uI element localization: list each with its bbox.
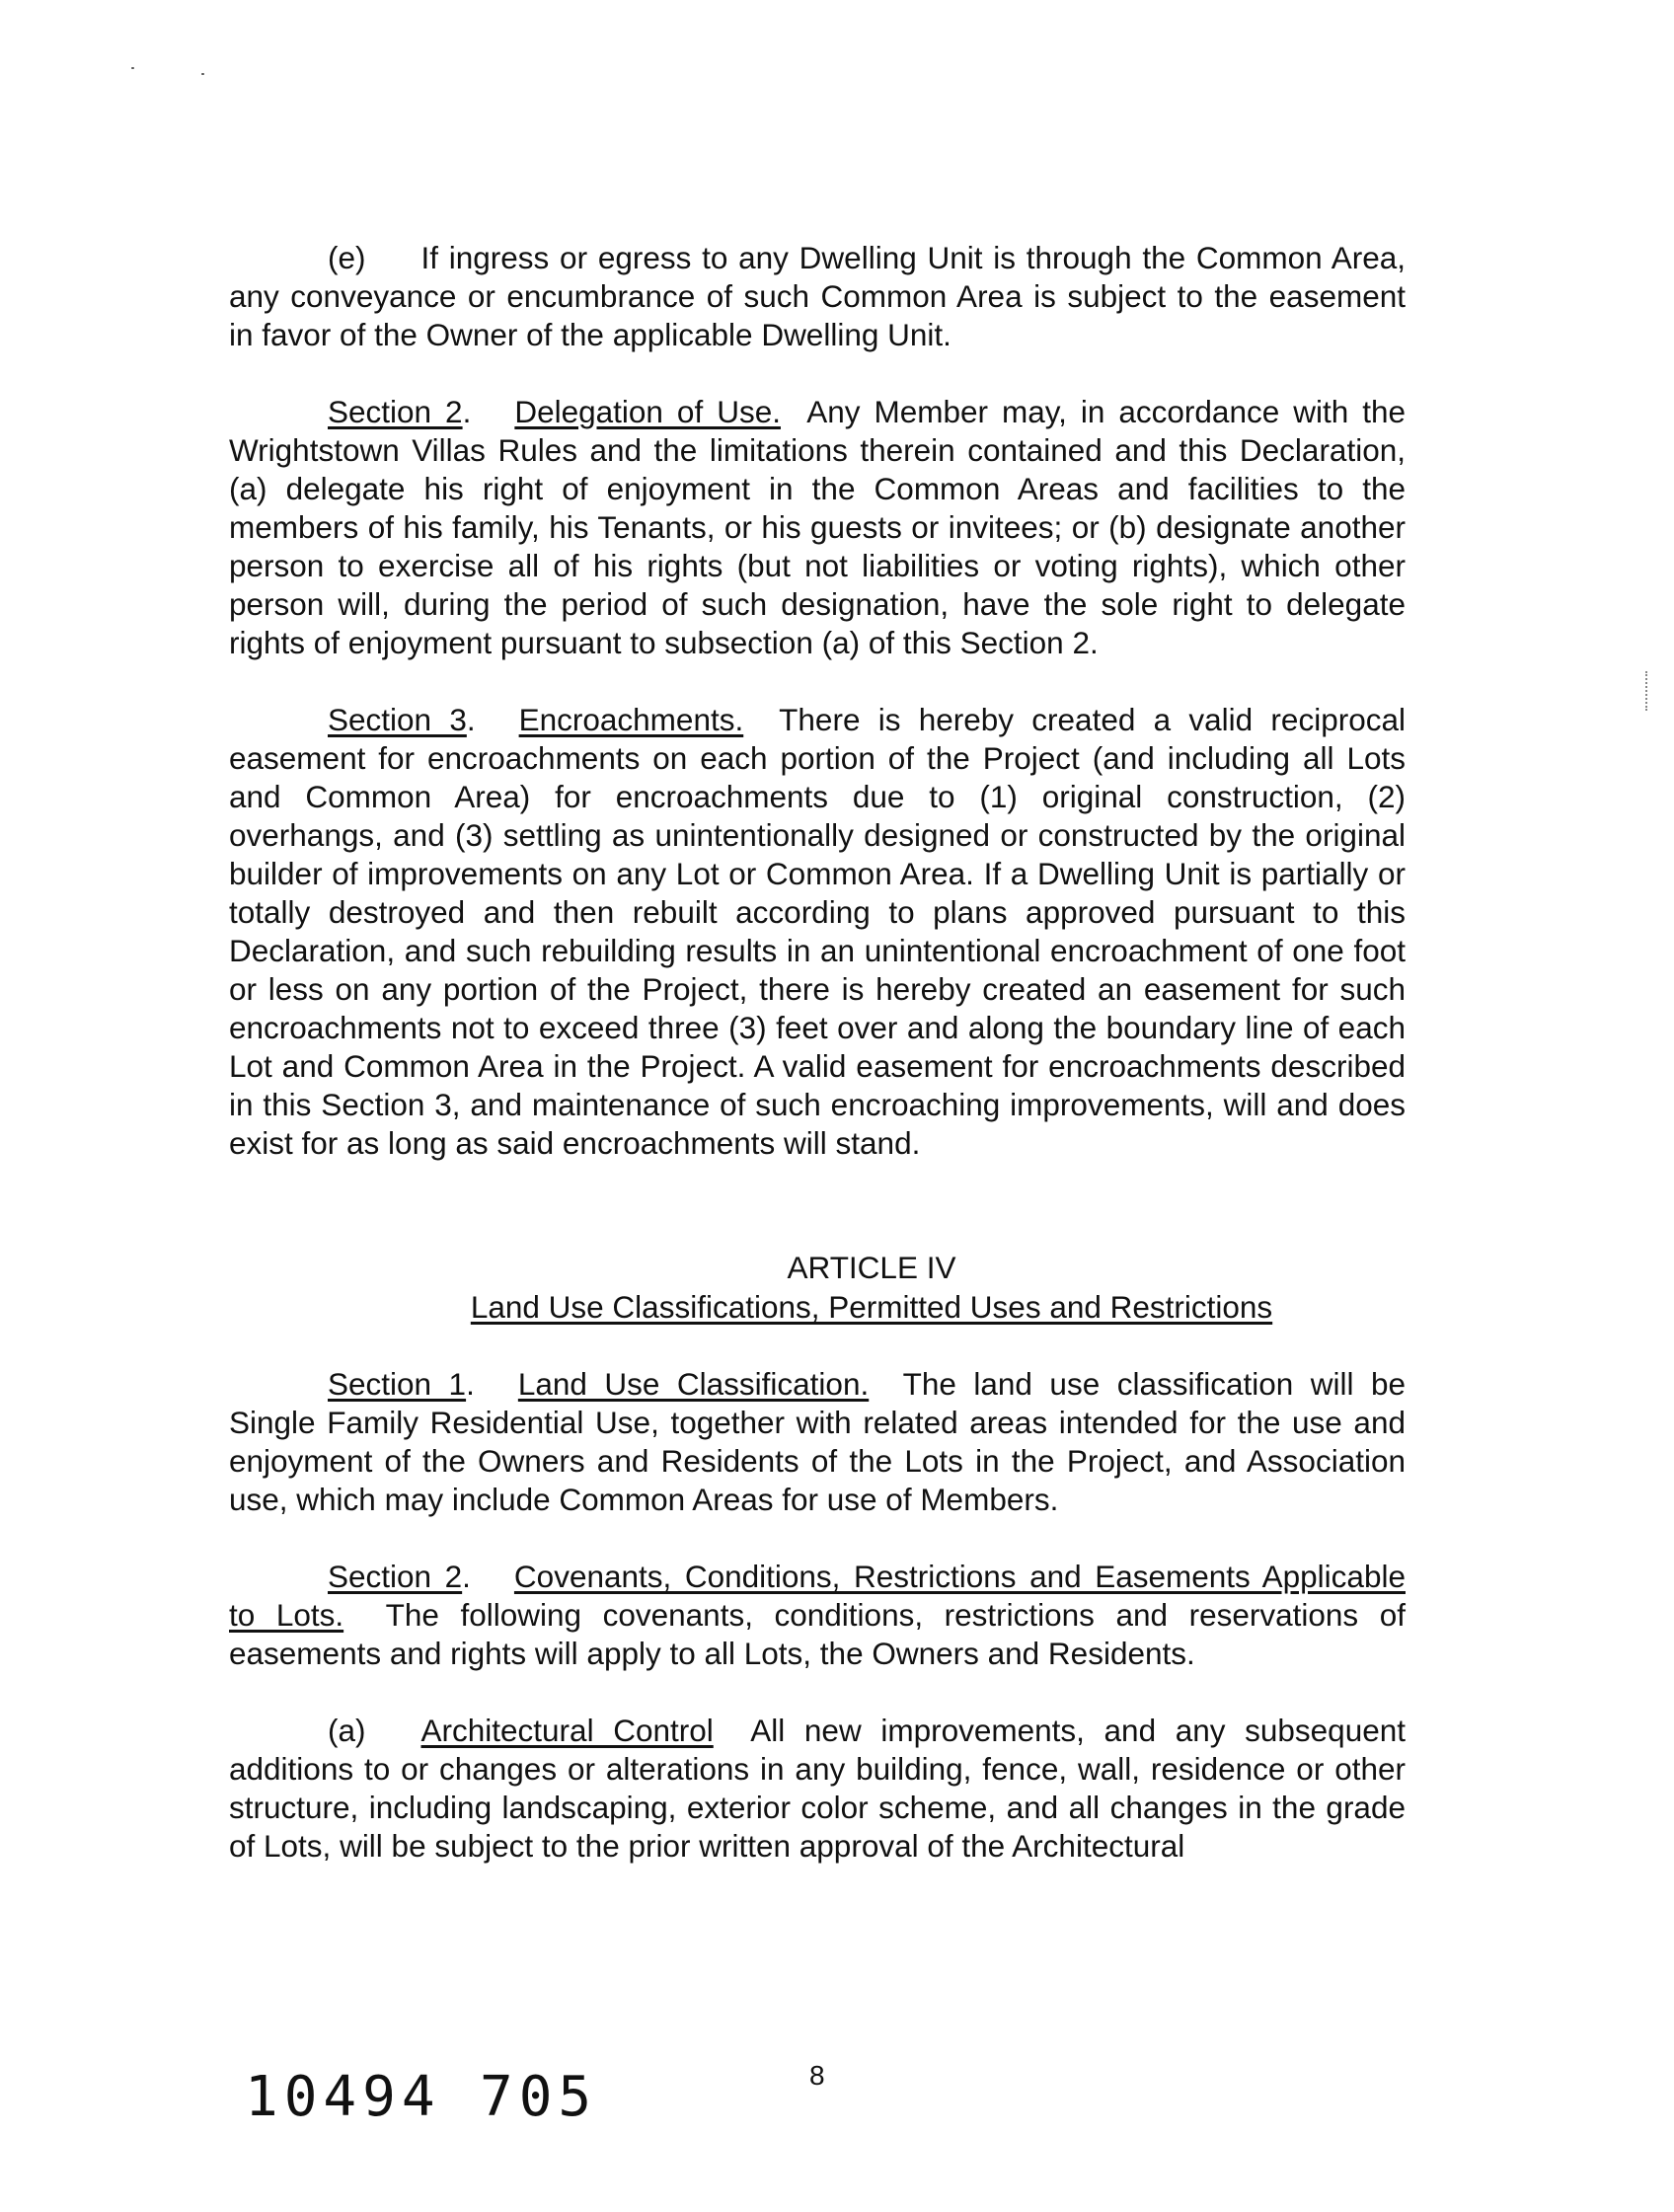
section-title: Covenants, Conditions, Restrictions and Easements Applicable to Lots. [229, 1559, 1406, 1633]
paragraph-a-text: All new improvements, and any subsequent additions to or changes or alterations in any building, fence, wall, residence or other structure, including landscaping, exterior color scheme, and all changes in the grade of Lots, will be subject to the prior written approval of the Architectural [229, 1713, 1407, 1864]
scan-speck [131, 67, 134, 69]
section-text: The land use classification will be Single Family Residential Use, together with related areas intended for the use and enjoyment of the Owners and Residents of the Lots in the Project, and Association use, which may include Common Areas for use of Members. [229, 1366, 1407, 1517]
paragraph-a-title: Architectural Control [420, 1713, 714, 1748]
page-number: 8 [809, 2060, 825, 2091]
section-text: There is hereby created a valid reciprocal easement for encroachments on each portion of the Project (and including all Lots and Common Area) for encroachments due to (1) original construction, (2) overhangs, and (3) settling as unintentionally designed or constructed by the original builder of improvements on any Lot or Common Area. If a Dwelling Unit is partially or totally destroyed and then rebuilt according to plans approved pursuant to this Declaration, and such rebuilding results in an unintentional encroachment of one foot or less on any portion of the Project, there is hereby created an easement for such encroachments not to exceed three (3) feet over and along the boundary line of each Lot and Common Area in the Project. A valid easement for encroachments described in this Section 3, and maintenance of such encroaching improvements, will and does exist for as long as said encroachments will stand. [229, 702, 1406, 1161]
paragraph-a-marker: (a) [328, 1713, 366, 1748]
paragraph-a [229, 1712, 1406, 1866]
article3-section2: Section 2. Delegation of Use. Any Member may, in accordance with the Wrightstown Villas Rules and the limitations therein contained and this Declaration, (a) delegate his right of enjoyment in the Common Areas and facilities to the members of his family, his Tenants, or his guests or invitees; or (b) designate another person to exercise all of his rights (but not liabilities or voting rights), which other person will, during the period of such designation, have the sole right to delegate rights of enjoyment pursuant to subsection (a) of this Section 2. [229, 394, 1407, 660]
page-stamp: 705 [480, 2065, 598, 2129]
article-heading [229, 1248, 1406, 1327]
paragraph-e [229, 239, 1406, 354]
section-label: Section 2 [328, 1559, 463, 1594]
document-body [229, 239, 1406, 1866]
paragraph-e-text: If ingress or egress to any Dwelling Unit is through the Common Area, any conveyance or encumbrance of such Common Area is subject to the easement in favor of the Owner of the applicable Dwelling Unit. [229, 240, 1406, 352]
section-text: Any Member may, in accordance with the Wrightstown Villas Rules and the limitations therein contained and this Declaration, (a) delegate his right of enjoyment in the Common Areas and facilities to the members of his family, his Tenants, or his guests or invitees; or (b) designate another person to exercise all of his rights (but not liabilities or voting rights), which other person will, during the period of such designation, have the sole right to delegate rights of enjoyment pursuant to subsection (a) of this Section 2. [229, 394, 1407, 660]
section-title: Encroachments. [518, 702, 744, 737]
section-label: Section 2 [328, 394, 463, 429]
scan-speck [201, 73, 204, 75]
article-title: Land Use Classifications, Permitted Uses and Restrictions [470, 1289, 1273, 1325]
section-text: The following covenants, conditions, restrictions and reservations of easements and rights will apply to all Lots, the Owners and Residents. [229, 1597, 1406, 1671]
article4-section2: Section 2. Covenants, Conditions, Restrictions and Easements Applicable to Lots. The following covenants, conditions, restrictions and reservations of easements and rights will apply to all Lots, the Owners and Residents. [229, 1559, 1406, 1671]
paragraph-e-marker: (e) [328, 240, 366, 275]
section-label: Section 1 [328, 1366, 467, 1402]
section-title: Land Use Classification. [517, 1366, 870, 1402]
section-title: Delegation of Use. [514, 394, 781, 429]
book-number-stamp: 10494 [245, 2065, 441, 2129]
scan-margin-mark [1645, 671, 1649, 711]
article-number: ARTICLE IV [787, 1250, 956, 1285]
article3-section3: Section 3. Encroachments. There is hereby created a valid reciprocal easement for encroachments on each portion of the Project (and including all Lots and Common Area) for encroachments due to (1) original construction, (2) overhangs, and (3) settling as unintentionally designed or constructed by the original builder of improvements on any Lot or Common Area. If a Dwelling Unit is partially or totally destroyed and then rebuilt according to plans approved pursuant to this Declaration, and such rebuilding results in an unintentional encroachment of one foot or less on any portion of the Project, there is hereby created an easement for such encroachments not to exceed three (3) feet over and along the boundary line of each Lot and Common Area in the Project. A valid easement for encroachments described in this Section 3, and maintenance of such encroaching improvements, will and does exist for as long as said encroachments will stand. [229, 702, 1406, 1161]
article4-section1: Section 1. Land Use Classification. The land use classification will be Single Family Residential Use, together with related areas intended for the use and enjoyment of the Owners and Residents of the Lots in the Project, and Association use, which may include Common Areas for use of Members. [229, 1366, 1407, 1517]
section-label: Section 3 [328, 702, 467, 737]
